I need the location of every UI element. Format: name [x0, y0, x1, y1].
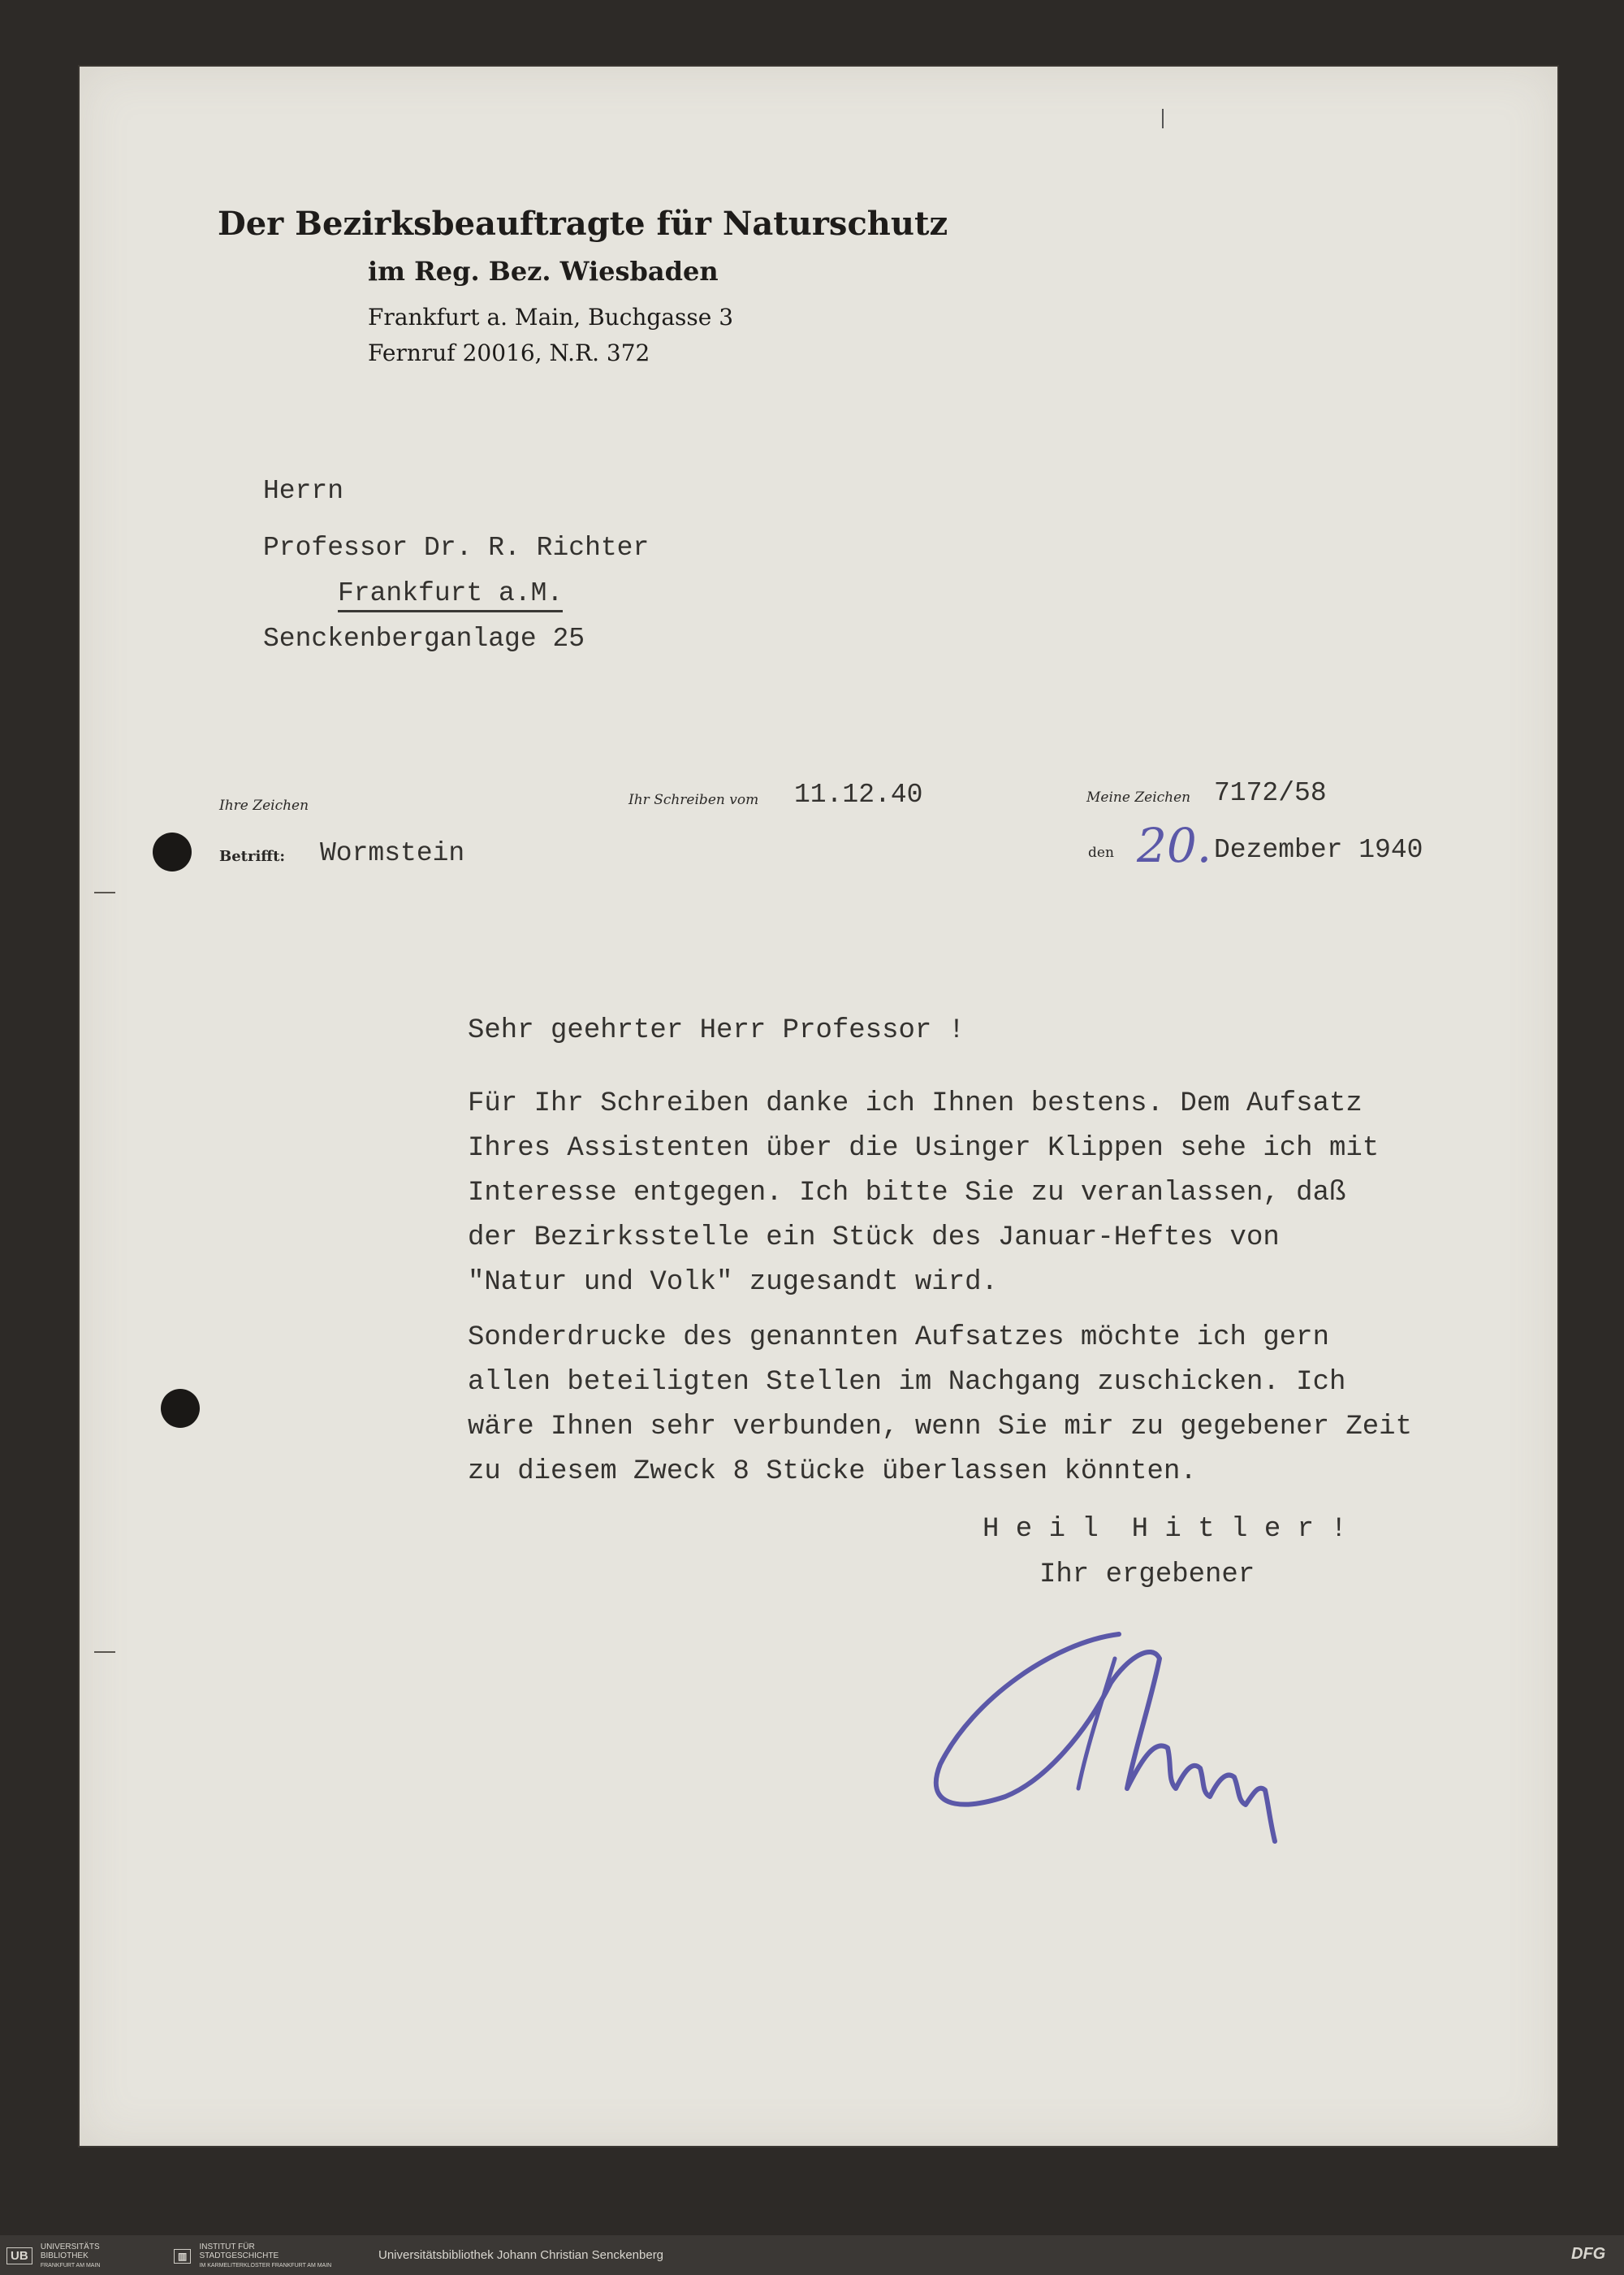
meine-zeichen-label: Meine Zeichen [1086, 789, 1191, 806]
paragraph-2 [468, 1316, 1412, 1494]
fold-mark [94, 1651, 115, 1653]
isg-text: INSTITUT FÜR [199, 2243, 255, 2251]
letterhead-phone: Fernruf 20016, N.R. 372 [368, 340, 650, 366]
isg-logo-mark: ▥ [174, 2249, 191, 2264]
recipient-name: Professor Dr. R. Richter [263, 533, 650, 563]
p2-line: wäre Ihnen sehr verbunden, wenn Sie mir zu gegebener Zeit [468, 1412, 1412, 1442]
p1-line: der Bezirksstelle ein Stück des Januar-Heftes von [468, 1222, 1280, 1253]
p2-line: zu diesem Zweck 8 Stücke überlassen könnten. [468, 1456, 1197, 1487]
letterhead-title: Der Bezirksbeauftragte für Naturschutz [218, 205, 948, 243]
closing-ergebener: Ihr ergebener [1039, 1559, 1255, 1590]
ub-logo-mark: UB [6, 2247, 32, 2264]
letterhead-region: im Reg. Bez. Wiesbaden [368, 256, 719, 287]
ub-text: UNIVERSITÄTS [40, 2243, 100, 2251]
ub-text: FRANKFURT AM MAIN [40, 2263, 101, 2269]
letter-date: Dezember 1940 [1214, 835, 1423, 865]
punch-hole-top [153, 833, 192, 872]
betrifft-label: Betrifft: [219, 848, 286, 865]
isg-text: IM KARMELITERKLOSTER FRANKFURT AM MAIN [199, 2263, 332, 2269]
paragraph-1 [468, 1082, 1379, 1305]
isg-text: STADTGESCHICHTE [199, 2251, 279, 2260]
fold-mark [94, 892, 115, 893]
p1-line: Für Ihr Schreiben danke ich Ihnen bestens. Dem Aufsatz [468, 1088, 1363, 1119]
p1-line: Interesse entgegen. Ich bitte Sie zu veranlassen, daß [468, 1178, 1346, 1209]
letter-page [80, 67, 1557, 2146]
greeting: Sehr geehrter Herr Professor ! [468, 1015, 965, 1046]
punch-hole-bottom [161, 1389, 200, 1428]
ihr-schreiben-label: Ihr Schreiben vom [628, 792, 759, 808]
p1-line: "Natur und Volk" zugesandt wird. [468, 1267, 998, 1298]
p2-line: allen beteiligten Stellen im Nachgang zuschicken. Ich [468, 1367, 1346, 1398]
signature [908, 1610, 1330, 1853]
recipient-city: Frankfurt a.M. [338, 578, 563, 612]
ihr-schreiben-date: 11.12.40 [794, 780, 923, 810]
betrifft-value: Wormstein [320, 838, 465, 868]
p2-line: Sonderdrucke des genannten Aufsatzes möchte ich gern [468, 1322, 1329, 1353]
library-name: Universitätsbibliothek Johann Christian Senckenberg [378, 2248, 664, 2262]
recipient-salutation: Herrn [263, 476, 344, 506]
closing-salute: H e i l H i t l e r ! [983, 1514, 1347, 1545]
handwritten-day: 20. [1137, 818, 1212, 873]
dfg-logo: DFG [1571, 2245, 1606, 2263]
footer-bar [0, 2235, 1624, 2275]
ub-logo [6, 2243, 100, 2270]
ub-text: BIBLIOTHEK [40, 2251, 89, 2260]
p1-line: Ihres Assistenten über die Usinger Klippen sehe ich mit [468, 1133, 1380, 1164]
meine-zeichen-value: 7172/58 [1214, 778, 1327, 808]
edge-mark [1162, 109, 1164, 128]
letterhead-address: Frankfurt a. Main, Buchgasse 3 [368, 304, 734, 331]
ihre-zeichen-label: Ihre Zeichen [219, 798, 309, 814]
den-label: den [1088, 845, 1114, 861]
isg-logo [174, 2243, 331, 2270]
recipient-street: Senckenberganlage 25 [263, 624, 585, 654]
